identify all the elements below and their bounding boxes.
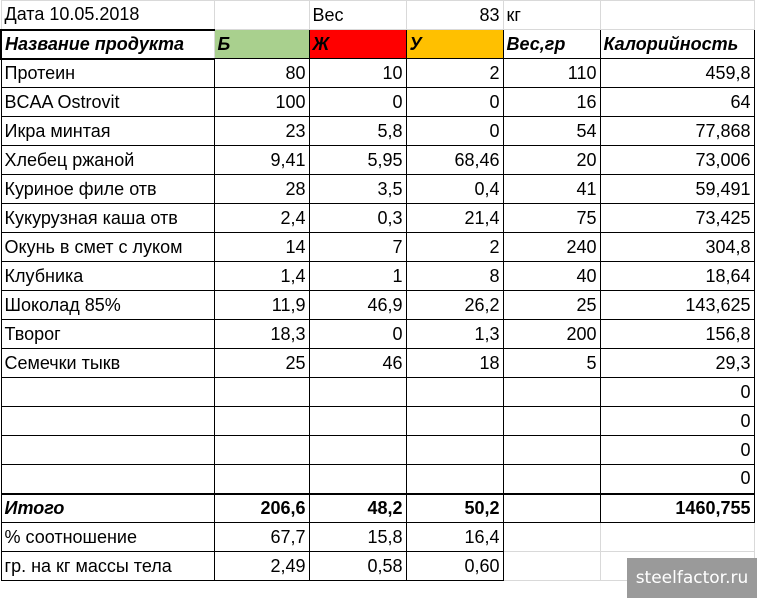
weight-value[interactable]: 16 (503, 88, 600, 117)
weight-value[interactable]: 110 (503, 59, 600, 88)
product-row (1, 320, 754, 349)
carbs-value[interactable]: 68,46 (406, 146, 503, 175)
product-name[interactable]: Шоколад 85% (1, 291, 214, 320)
carbs-value[interactable] (406, 436, 503, 465)
weight-unit[interactable]: кг (503, 1, 600, 30)
header-calories[interactable]: Калорийность (600, 30, 754, 59)
protein-value[interactable]: 80 (214, 59, 309, 88)
weight-value[interactable] (503, 436, 600, 465)
total-label[interactable]: Итого (1, 494, 214, 523)
protein-value[interactable]: 11,9 (214, 291, 309, 320)
weight-value[interactable] (503, 378, 600, 407)
header-fat[interactable]: Ж (309, 30, 406, 59)
product-name[interactable]: Творог (1, 320, 214, 349)
empty-cell[interactable] (503, 552, 600, 581)
carbs-value[interactable] (406, 407, 503, 436)
product-row (1, 146, 754, 175)
product-name[interactable] (1, 407, 214, 436)
calories-value[interactable]: 77,868 (600, 117, 754, 146)
carbs-value[interactable]: 21,4 (406, 204, 503, 233)
total-row (1, 494, 754, 523)
fat-value[interactable]: 5,95 (309, 146, 406, 175)
per-kg-carbs[interactable]: 0,60 (406, 552, 503, 581)
product-row (1, 465, 754, 494)
calories-value[interactable]: 0 (600, 465, 754, 494)
header-row (1, 30, 754, 59)
per-kg-fat[interactable]: 0,58 (309, 552, 406, 581)
protein-value[interactable]: 9,41 (214, 146, 309, 175)
calories-value[interactable]: 0 (600, 436, 754, 465)
calories-value[interactable]: 0 (600, 407, 754, 436)
protein-value[interactable] (214, 378, 309, 407)
fat-value[interactable] (309, 378, 406, 407)
calories-value[interactable]: 0 (600, 378, 754, 407)
weight-label[interactable]: Вес (309, 1, 406, 30)
calories-value[interactable]: 29,3 (600, 349, 754, 378)
product-name[interactable]: Икра минтая (1, 117, 214, 146)
per-kg-protein[interactable]: 2,49 (214, 552, 309, 581)
ratio-carbs[interactable]: 16,4 (406, 523, 503, 552)
info-row (1, 1, 754, 30)
product-row (1, 291, 754, 320)
weight-value[interactable]: 5 (503, 349, 600, 378)
empty-cell[interactable] (503, 523, 600, 552)
product-name[interactable] (1, 436, 214, 465)
protein-value[interactable] (214, 465, 309, 494)
ratio-protein[interactable]: 67,7 (214, 523, 309, 552)
product-row (1, 59, 754, 88)
date-label[interactable]: Дата 10.05.2018 (1, 1, 214, 30)
weight-value[interactable] (503, 407, 600, 436)
calories-value[interactable]: 304,8 (600, 233, 754, 262)
fat-value[interactable]: 0 (309, 320, 406, 349)
fat-value[interactable]: 46,9 (309, 291, 406, 320)
total-weight[interactable] (503, 494, 600, 523)
product-name[interactable] (1, 378, 214, 407)
calories-value[interactable]: 459,8 (600, 59, 754, 88)
product-name[interactable]: Семечки тыкв (1, 349, 214, 378)
weight-value[interactable] (503, 465, 600, 494)
product-row (1, 349, 754, 378)
weight-value[interactable]: 200 (503, 320, 600, 349)
product-name[interactable]: Кукурузная каша отв (1, 204, 214, 233)
carbs-value[interactable]: 0 (406, 88, 503, 117)
total-calories[interactable]: 1460,755 (600, 494, 754, 523)
ratio-row (1, 523, 754, 552)
per-kg-label[interactable]: гр. на кг массы тела (1, 552, 214, 581)
fat-value[interactable] (309, 407, 406, 436)
total-carbs[interactable]: 50,2 (406, 494, 503, 523)
carbs-value[interactable]: 0 (406, 117, 503, 146)
ratio-label[interactable]: % соотношение (1, 523, 214, 552)
weight-value[interactable]: 20 (503, 146, 600, 175)
product-name[interactable]: Хлебец ржаной (1, 146, 214, 175)
header-name[interactable]: Название продукта (1, 30, 214, 59)
watermark: steelfactor.ru (627, 558, 757, 598)
fat-value[interactable]: 46 (309, 349, 406, 378)
product-row (1, 436, 754, 465)
fat-value[interactable]: 0 (309, 88, 406, 117)
product-row (1, 407, 754, 436)
product-row (1, 233, 754, 262)
carbs-value[interactable] (406, 378, 503, 407)
calories-value[interactable]: 143,625 (600, 291, 754, 320)
product-row (1, 378, 754, 407)
protein-value[interactable]: 23 (214, 117, 309, 146)
empty-cell[interactable] (600, 523, 754, 552)
product-row (1, 117, 754, 146)
header-carbs[interactable]: У (406, 30, 503, 59)
fat-value[interactable]: 0,3 (309, 204, 406, 233)
protein-value[interactable]: 25 (214, 349, 309, 378)
carbs-value[interactable]: 2 (406, 59, 503, 88)
product-name[interactable]: Протеин (1, 59, 214, 88)
protein-value[interactable]: 18,3 (214, 320, 309, 349)
ratio-fat[interactable]: 15,8 (309, 523, 406, 552)
header-protein[interactable]: Б (214, 30, 309, 59)
product-row (1, 88, 754, 117)
empty-cell[interactable] (214, 1, 309, 30)
calories-value[interactable]: 73,425 (600, 204, 754, 233)
fat-value[interactable] (309, 465, 406, 494)
calories-value[interactable]: 73,006 (600, 146, 754, 175)
weight-value[interactable]: 41 (503, 175, 600, 204)
header-weight[interactable]: Вес,гр (503, 30, 600, 59)
weight-value[interactable]: 54 (503, 117, 600, 146)
total-protein[interactable]: 206,6 (214, 494, 309, 523)
product-name[interactable]: Клубника (1, 262, 214, 291)
protein-value[interactable]: 2,4 (214, 204, 309, 233)
protein-value[interactable]: 100 (214, 88, 309, 117)
empty-cell[interactable] (600, 1, 754, 30)
calories-value[interactable]: 18,64 (600, 262, 754, 291)
carbs-value[interactable]: 26,2 (406, 291, 503, 320)
product-row (1, 204, 754, 233)
carbs-value[interactable]: 8 (406, 262, 503, 291)
protein-value[interactable]: 1,4 (214, 262, 309, 291)
product-name[interactable] (1, 465, 214, 494)
fat-value[interactable]: 10 (309, 59, 406, 88)
protein-value[interactable]: 14 (214, 233, 309, 262)
protein-value[interactable] (214, 436, 309, 465)
fat-value[interactable]: 3,5 (309, 175, 406, 204)
carbs-value[interactable] (406, 465, 503, 494)
weight-value[interactable]: 240 (503, 233, 600, 262)
weight-value[interactable]: 40 (503, 262, 600, 291)
fat-value[interactable] (309, 436, 406, 465)
calories-value[interactable]: 59,491 (600, 175, 754, 204)
protein-value[interactable] (214, 407, 309, 436)
calories-value[interactable]: 64 (600, 88, 754, 117)
carbs-value[interactable]: 1,3 (406, 320, 503, 349)
weight-value[interactable]: 25 (503, 291, 600, 320)
fat-value[interactable]: 7 (309, 233, 406, 262)
total-fat[interactable]: 48,2 (309, 494, 406, 523)
product-row (1, 175, 754, 204)
body-weight-value[interactable]: 83 (406, 1, 503, 30)
fat-value[interactable]: 1 (309, 262, 406, 291)
weight-value[interactable]: 75 (503, 204, 600, 233)
product-name[interactable]: Куриное филе отв (1, 175, 214, 204)
protein-value[interactable]: 28 (214, 175, 309, 204)
carbs-value[interactable]: 18 (406, 349, 503, 378)
product-row (1, 262, 754, 291)
product-name[interactable]: Окунь в смет с луком (1, 233, 214, 262)
fat-value[interactable]: 5,8 (309, 117, 406, 146)
carbs-value[interactable]: 2 (406, 233, 503, 262)
calories-value[interactable]: 156,8 (600, 320, 754, 349)
carbs-value[interactable]: 0,4 (406, 175, 503, 204)
product-name[interactable]: BCAA Ostrovit (1, 88, 214, 117)
